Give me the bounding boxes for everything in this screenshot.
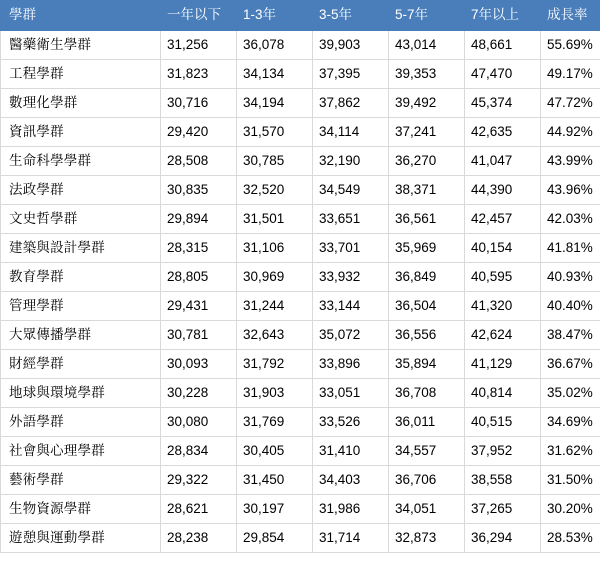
cell-5-7-years: 36,556 (389, 321, 465, 350)
cell-under-1-year: 28,238 (161, 524, 237, 553)
cell-growth-rate: 44.92% (541, 118, 600, 147)
cell-over-7-years: 40,154 (465, 234, 541, 263)
cell-group-name: 資訊學群 (1, 118, 161, 147)
cell-1-3-years: 31,570 (237, 118, 313, 147)
cell-3-5-years: 34,403 (313, 466, 389, 495)
cell-3-5-years: 37,395 (313, 60, 389, 89)
cell-5-7-years: 39,492 (389, 89, 465, 118)
cell-group-name: 社會與心理學群 (1, 437, 161, 466)
cell-group-name: 文史哲學群 (1, 205, 161, 234)
cell-growth-rate: 31.50% (541, 466, 600, 495)
table-row (1, 31, 600, 60)
cell-3-5-years: 35,072 (313, 321, 389, 350)
cell-over-7-years: 37,952 (465, 437, 541, 466)
cell-over-7-years: 40,595 (465, 263, 541, 292)
column-header-3-5-years: 3-5年 (313, 1, 389, 31)
cell-under-1-year: 30,228 (161, 379, 237, 408)
cell-1-3-years: 31,244 (237, 292, 313, 321)
cell-3-5-years: 33,701 (313, 234, 389, 263)
cell-over-7-years: 47,470 (465, 60, 541, 89)
cell-5-7-years: 39,353 (389, 60, 465, 89)
cell-5-7-years: 32,873 (389, 524, 465, 553)
table-row (1, 408, 600, 437)
table-row (1, 292, 600, 321)
cell-growth-rate: 47.72% (541, 89, 600, 118)
cell-5-7-years: 34,051 (389, 495, 465, 524)
column-header-1-3-years: 1-3年 (237, 1, 313, 31)
table-row (1, 321, 600, 350)
cell-growth-rate: 42.03% (541, 205, 600, 234)
cell-over-7-years: 41,320 (465, 292, 541, 321)
cell-5-7-years: 36,706 (389, 466, 465, 495)
cell-1-3-years: 30,405 (237, 437, 313, 466)
cell-group-name: 藝術學群 (1, 466, 161, 495)
cell-group-name: 醫藥衛生學群 (1, 31, 161, 60)
cell-5-7-years: 36,270 (389, 147, 465, 176)
cell-3-5-years: 31,986 (313, 495, 389, 524)
cell-1-3-years: 36,078 (237, 31, 313, 60)
table-row (1, 234, 600, 263)
cell-group-name: 大眾傳播學群 (1, 321, 161, 350)
cell-over-7-years: 41,047 (465, 147, 541, 176)
header-row (1, 1, 600, 31)
cell-3-5-years: 37,862 (313, 89, 389, 118)
table-row (1, 437, 600, 466)
cell-growth-rate: 35.02% (541, 379, 600, 408)
cell-under-1-year: 31,256 (161, 31, 237, 60)
table-row (1, 350, 600, 379)
cell-growth-rate: 40.93% (541, 263, 600, 292)
table-row (1, 60, 600, 89)
cell-under-1-year: 29,420 (161, 118, 237, 147)
cell-under-1-year: 28,805 (161, 263, 237, 292)
cell-over-7-years: 45,374 (465, 89, 541, 118)
cell-group-name: 教育學群 (1, 263, 161, 292)
cell-over-7-years: 42,624 (465, 321, 541, 350)
cell-group-name: 遊憩與運動學群 (1, 524, 161, 553)
table-row (1, 379, 600, 408)
table-row (1, 176, 600, 205)
cell-1-3-years: 31,792 (237, 350, 313, 379)
cell-under-1-year: 30,835 (161, 176, 237, 205)
column-header-group: 學群 (1, 1, 161, 31)
cell-over-7-years: 41,129 (465, 350, 541, 379)
cell-1-3-years: 32,520 (237, 176, 313, 205)
cell-growth-rate: 49.17% (541, 60, 600, 89)
cell-1-3-years: 29,854 (237, 524, 313, 553)
table-row (1, 89, 600, 118)
cell-1-3-years: 34,194 (237, 89, 313, 118)
cell-growth-rate: 38.47% (541, 321, 600, 350)
cell-under-1-year: 31,823 (161, 60, 237, 89)
cell-1-3-years: 34,134 (237, 60, 313, 89)
cell-5-7-years: 35,894 (389, 350, 465, 379)
cell-3-5-years: 33,932 (313, 263, 389, 292)
cell-5-7-years: 38,371 (389, 176, 465, 205)
cell-under-1-year: 28,834 (161, 437, 237, 466)
cell-growth-rate: 40.40% (541, 292, 600, 321)
cell-under-1-year: 30,093 (161, 350, 237, 379)
cell-over-7-years: 44,390 (465, 176, 541, 205)
cell-3-5-years: 33,651 (313, 205, 389, 234)
cell-1-3-years: 31,450 (237, 466, 313, 495)
cell-over-7-years: 37,265 (465, 495, 541, 524)
cell-growth-rate: 43.96% (541, 176, 600, 205)
cell-5-7-years: 35,969 (389, 234, 465, 263)
cell-growth-rate: 31.62% (541, 437, 600, 466)
cell-3-5-years: 34,114 (313, 118, 389, 147)
cell-group-name: 地球與環境學群 (1, 379, 161, 408)
cell-3-5-years: 39,903 (313, 31, 389, 60)
cell-3-5-years: 33,526 (313, 408, 389, 437)
cell-under-1-year: 28,315 (161, 234, 237, 263)
cell-3-5-years: 33,051 (313, 379, 389, 408)
cell-under-1-year: 29,322 (161, 466, 237, 495)
cell-3-5-years: 33,896 (313, 350, 389, 379)
cell-1-3-years: 31,501 (237, 205, 313, 234)
cell-5-7-years: 36,504 (389, 292, 465, 321)
cell-1-3-years: 30,785 (237, 147, 313, 176)
cell-growth-rate: 34.69% (541, 408, 600, 437)
cell-growth-rate: 30.20% (541, 495, 600, 524)
cell-1-3-years: 31,769 (237, 408, 313, 437)
cell-group-name: 生命科學學群 (1, 147, 161, 176)
cell-under-1-year: 29,894 (161, 205, 237, 234)
cell-5-7-years: 43,014 (389, 31, 465, 60)
cell-group-name: 法政學群 (1, 176, 161, 205)
cell-over-7-years: 38,558 (465, 466, 541, 495)
cell-5-7-years: 36,849 (389, 263, 465, 292)
cell-under-1-year: 28,621 (161, 495, 237, 524)
cell-under-1-year: 30,781 (161, 321, 237, 350)
table-row (1, 524, 600, 553)
table-row (1, 147, 600, 176)
cell-over-7-years: 42,457 (465, 205, 541, 234)
cell-growth-rate: 36.67% (541, 350, 600, 379)
cell-group-name: 生物資源學群 (1, 495, 161, 524)
cell-over-7-years: 36,294 (465, 524, 541, 553)
cell-5-7-years: 36,708 (389, 379, 465, 408)
table-row (1, 118, 600, 147)
table-header (1, 1, 600, 31)
cell-group-name: 外語學群 (1, 408, 161, 437)
cell-under-1-year: 30,716 (161, 89, 237, 118)
cell-growth-rate: 41.81% (541, 234, 600, 263)
column-header-growth-rate: 成長率 (541, 1, 600, 31)
column-header-over-7-years: 7年以上 (465, 1, 541, 31)
cell-over-7-years: 48,661 (465, 31, 541, 60)
cell-5-7-years: 36,011 (389, 408, 465, 437)
cell-over-7-years: 40,814 (465, 379, 541, 408)
cell-growth-rate: 55.69% (541, 31, 600, 60)
cell-3-5-years: 31,714 (313, 524, 389, 553)
cell-3-5-years: 33,144 (313, 292, 389, 321)
cell-1-3-years: 30,197 (237, 495, 313, 524)
cell-growth-rate: 28.53% (541, 524, 600, 553)
cell-group-name: 管理學群 (1, 292, 161, 321)
cell-under-1-year: 28,508 (161, 147, 237, 176)
cell-5-7-years: 36,561 (389, 205, 465, 234)
cell-1-3-years: 31,903 (237, 379, 313, 408)
cell-under-1-year: 29,431 (161, 292, 237, 321)
cell-growth-rate: 43.99% (541, 147, 600, 176)
cell-5-7-years: 34,557 (389, 437, 465, 466)
cell-1-3-years: 32,643 (237, 321, 313, 350)
cell-group-name: 財經學群 (1, 350, 161, 379)
cell-3-5-years: 34,549 (313, 176, 389, 205)
cell-group-name: 數理化學群 (1, 89, 161, 118)
cell-group-name: 建築與設計學群 (1, 234, 161, 263)
table-row (1, 466, 600, 495)
table-row (1, 205, 600, 234)
cell-over-7-years: 40,515 (465, 408, 541, 437)
cell-1-3-years: 30,969 (237, 263, 313, 292)
cell-3-5-years: 32,190 (313, 147, 389, 176)
cell-group-name: 工程學群 (1, 60, 161, 89)
column-header-under-1-year: 一年以下 (161, 1, 237, 31)
column-header-5-7-years: 5-7年 (389, 1, 465, 31)
cell-5-7-years: 37,241 (389, 118, 465, 147)
cell-1-3-years: 31,106 (237, 234, 313, 263)
cell-over-7-years: 42,635 (465, 118, 541, 147)
table-row (1, 495, 600, 524)
cell-3-5-years: 31,410 (313, 437, 389, 466)
table-row (1, 263, 600, 292)
table-body (1, 31, 600, 553)
cell-under-1-year: 30,080 (161, 408, 237, 437)
